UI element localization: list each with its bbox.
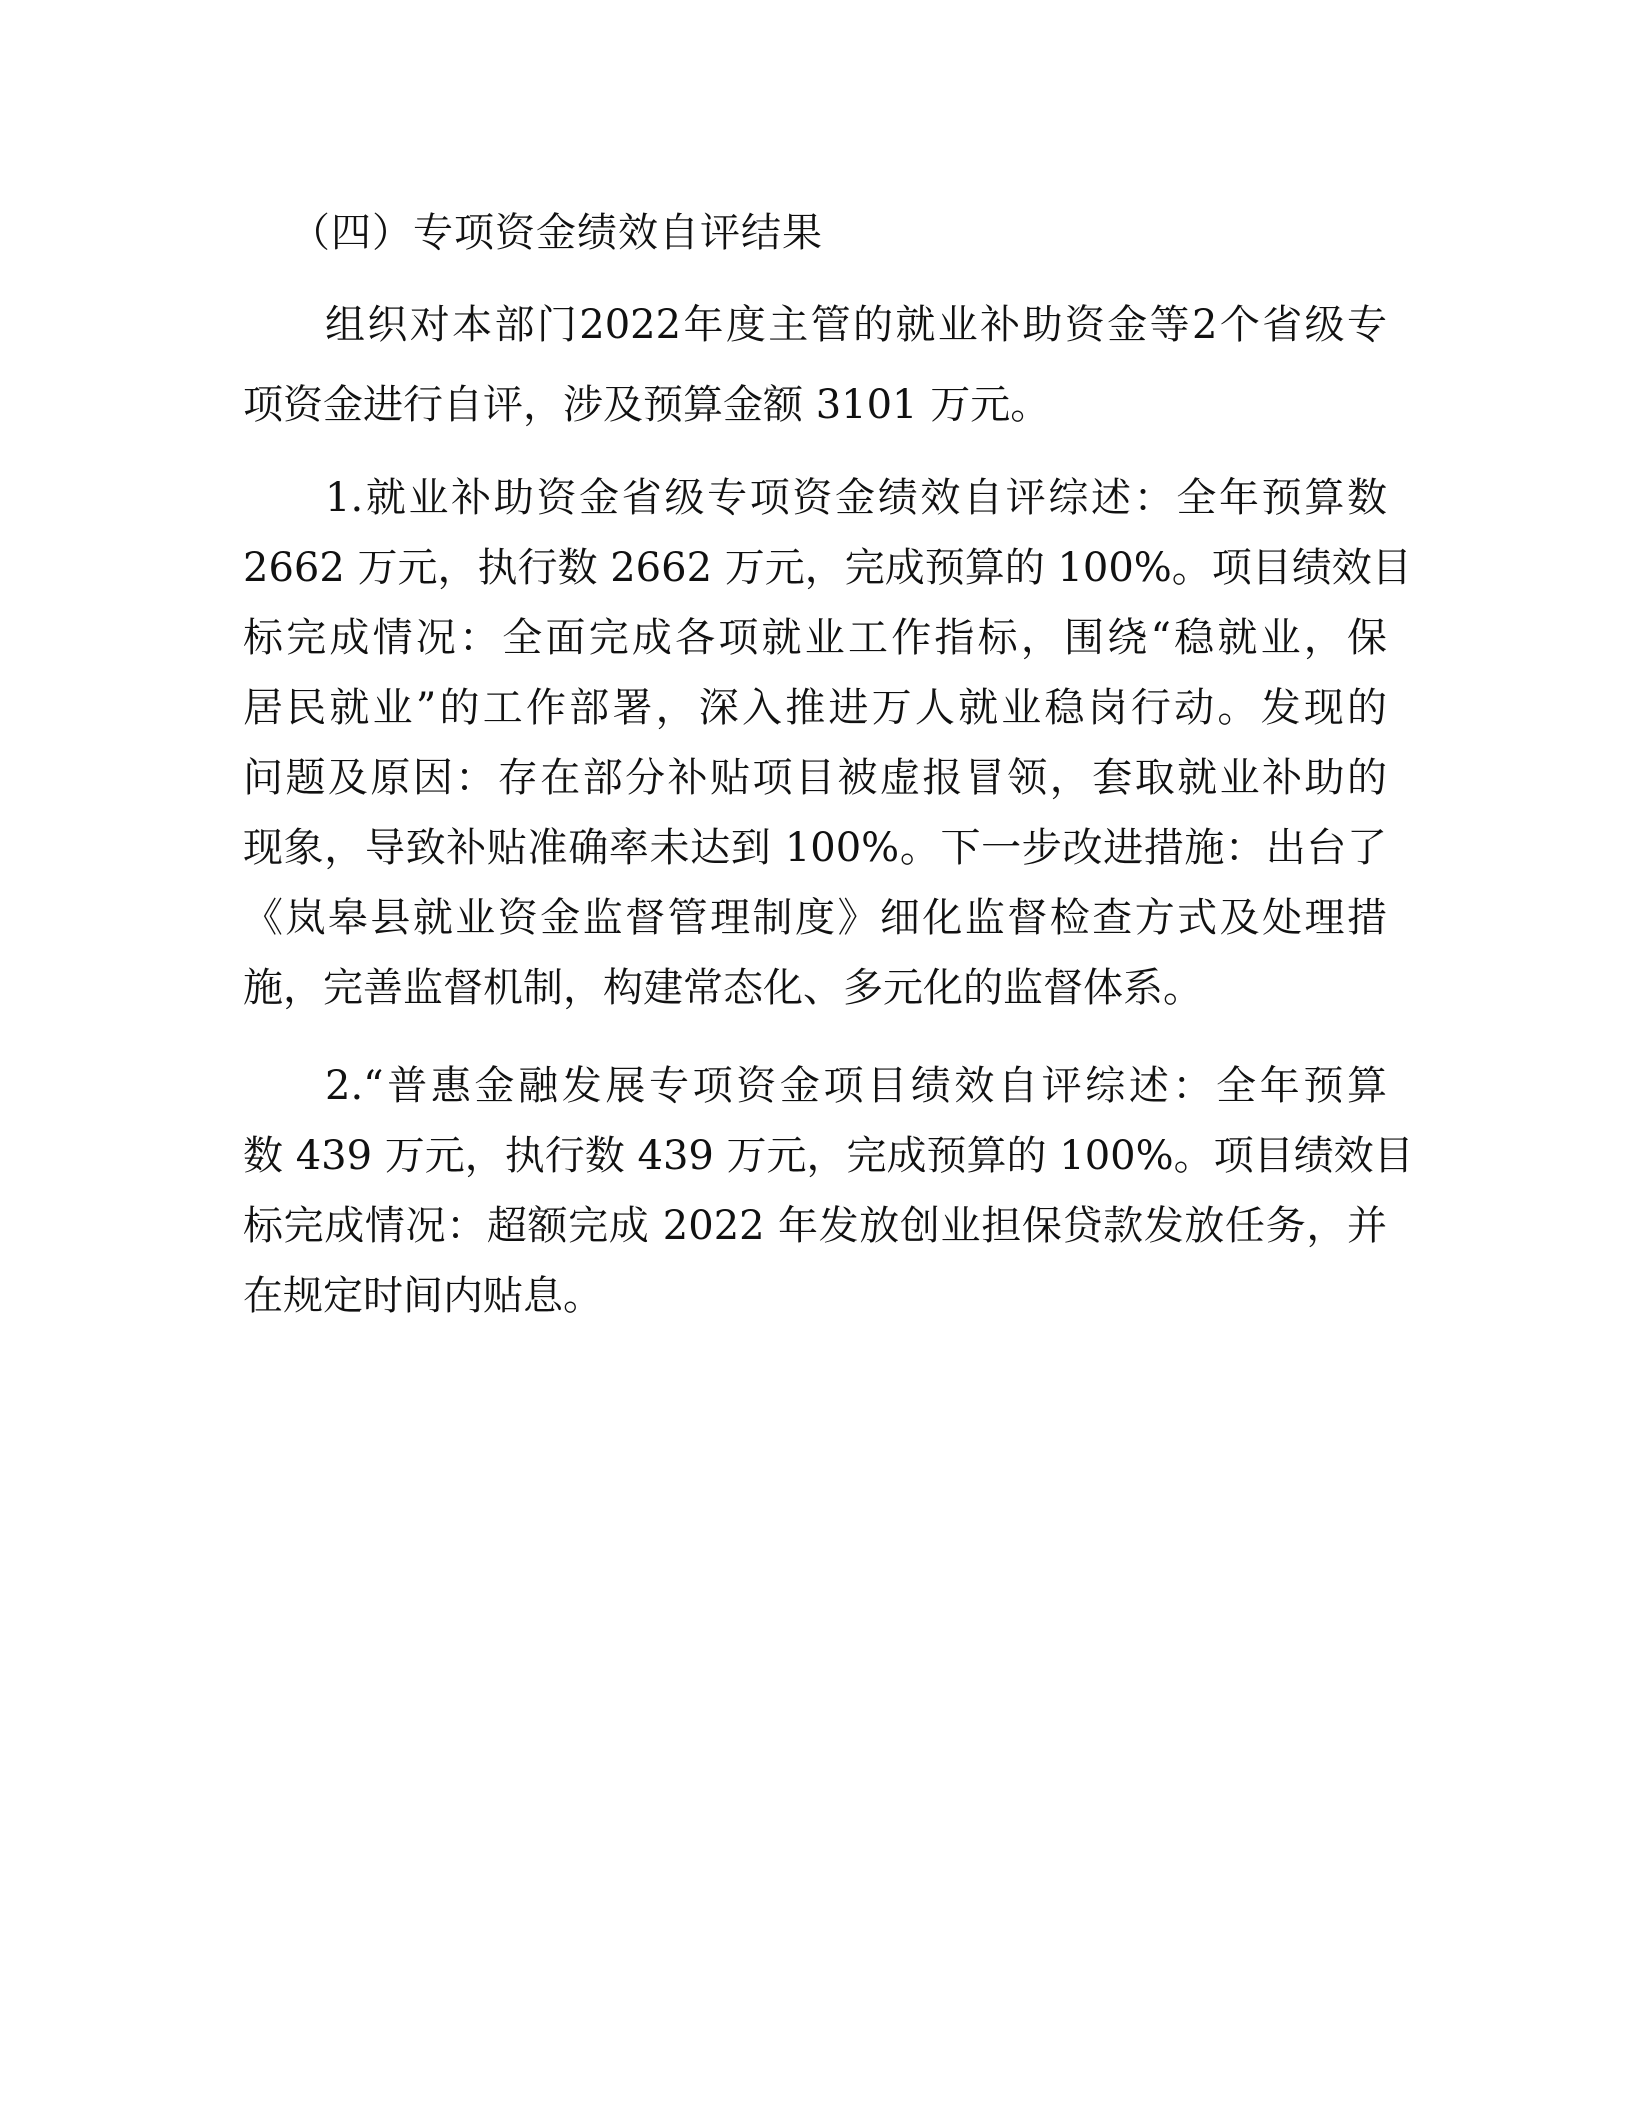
paragraph-3-line-3: 标完成情况：超额完成 2022 年发放创业担保贷款发放任务，并 [243, 1203, 1387, 1249]
paragraph-3-line-4: 在规定时间内贴息。 [243, 1273, 603, 1319]
paragraph-3-line-2: 数 439 万元，执行数 439 万元，完成预算的 100%。项目绩效目 [243, 1133, 1414, 1179]
paragraph-1-line-2: 项资金进行自评，涉及预算金额 3101 万元。 [243, 382, 1051, 428]
paragraph-2-line-4: 居民就业”的工作部署，深入推进万人就业稳岗行动。发现的 [243, 685, 1387, 731]
section-heading: （四）专项资金绩效自评结果 [290, 210, 823, 256]
paragraph-2-line-8: 施，完善监督机制，构建常态化、多元化的监督体系。 [243, 965, 1203, 1011]
paragraph-2-line-2: 2662 万元，执行数 2662 万元，完成预算的 100%。项目绩效目 [243, 545, 1412, 591]
paragraph-2-line-6: 现象，导致补贴准确率未达到 100%。下一步改进措施：出台了 [243, 825, 1387, 871]
paragraph-2-line-7: 《岚皋县就业资金监督管理制度》细化监督检查方式及处理措 [243, 895, 1387, 941]
paragraph-2-line-3: 标完成情况：全面完成各项就业工作指标，围绕“稳就业，保 [243, 615, 1387, 661]
paragraph-2-line-1: 1.就业补助资金省级专项资金绩效自评综述：全年预算数 [325, 475, 1387, 521]
paragraph-3-line-1: 2.“普惠金融发展专项资金项目绩效自评综述：全年预算 [325, 1063, 1387, 1109]
paragraph-2-line-5: 问题及原因：存在部分补贴项目被虚报冒领，套取就业补助的 [243, 755, 1387, 801]
paragraph-1-line-1: 组织对本部门2022年度主管的就业补助资金等2个省级专 [325, 302, 1387, 348]
